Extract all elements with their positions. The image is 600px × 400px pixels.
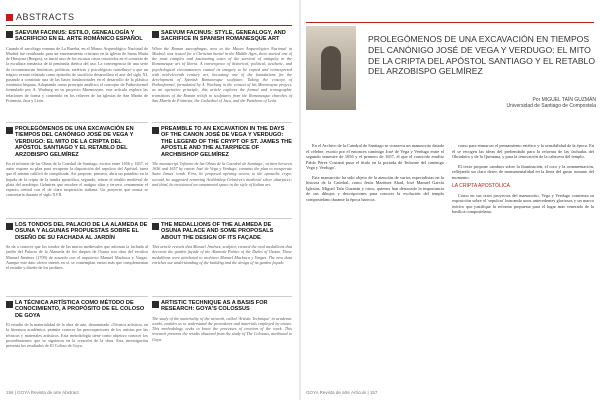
paragraph: En el Archivo de la Catedral de Santiago se conserva un manuscrito datado el célebre, escrito por el entonces canónigo José de Vega y Verdugo entre el segundo semestre de 1656 y el primero de 1657, el que el conocido erudito Pablo Pérez Costanti puso el título en la portada de 'Informe del canónigo Vega y Verdugo'. xyxy=(306,143,444,170)
abstract-title: LA TÉCNICA ARTÍSTICA COMO MÉTODO DE CONOCIMIENTO, A PROPÓSITO DE EL COLOSO DE GOYA xyxy=(15,300,145,319)
abstract-title: PREAMBLE TO AN EXCAVATION IN THE DAYS OF THE CANON JOSÉ DE VEGA Y VERDUGO: THE LEGEND OF THE CRYPT OF ST. JAMES THE APOSTLE AND THE ALTARPIECE OF ARCHBISHOP GELMÍREZ xyxy=(161,126,292,158)
abstract-entry xyxy=(152,30,292,103)
paragraph: El texto propone cambios sobre la iluminación, el coro y la ornamentación, reflejando un claro deseo de monumentalidad en la línea del gusto romano del momento. xyxy=(452,163,594,180)
header-label: ABSTRACTS xyxy=(16,12,75,22)
abstracts-header xyxy=(0,12,298,24)
author-affiliation: Universidad de Santiago de Compostela xyxy=(506,103,596,110)
abstract-entry xyxy=(152,300,292,342)
abstract-body: Cuando el sarcófago romano de La Bureba, en el Museo Arqueológico Nacional de Madrid fue reutilizado para un enterramiento cristiano en la iglesia de Santa María de Hinojosa (Burgos), se inició uno de los escasos casos conocidos en el contexto de la escultura románica de la península ibérica del uso. La convergencia de una serie de circunstancias históricas, políticas, estéticas y psicológicas contribuyó a que un trágico evento relatado como episodio de sacrificio desarrollara el arte del siglo XI, pasando a constituir una de las bases fundacionales en el desarrollo de la plástica románica hispana. Adoptando como principio analítico el concepto de Pathosformel formulado por A. Warburg en su proyecto Mnemosyne, este artículo explora las relaciones de forma y contenido en los relieves de las iglesias de San Martín de Frómista, Jaca y León. xyxy=(6,45,148,103)
abstract-body: The manuscript 'Informe de las Obras de la Catedral de Santiago', written between 1656 and 1657 by canon José de Vega y Verdugo, contains the plan to recuperate Saint James' tomb. First, he proposed opening access to the apostolic crypt; second, he suggested removing Archbishop Gelmírez's medieval silver altarpiece; and third, he envisioned an ornamental space in the style of Italian art. xyxy=(152,161,292,187)
abstract-entry xyxy=(6,300,148,348)
entry-marker-icon xyxy=(6,127,13,134)
entry-marker-icon xyxy=(6,301,13,308)
author-block xyxy=(368,97,596,110)
right-page-footer: GOYA Revista de arte Artículo | 157 xyxy=(306,390,378,395)
entry-marker-icon xyxy=(6,31,13,38)
entry-marker-icon xyxy=(152,127,159,134)
abstract-body: El estudio de la materialidad de la obra de arte, denominado «Técnica artística» en la literatura académica, permite conocer las preocupaciones de los artistas por las técnicas y materiales artísticos. Esta metodología tiene como objetivo conocer los procedimientos que se siguieron en la creación de la obra. Esta investigación presenta los resultados de El Coloso de Goya. xyxy=(6,322,148,349)
author-name: Por MIGUEL TAÍN GUZMÁN xyxy=(532,97,596,103)
left-page-footer: 156 | GOYA Revista de arte Abstract xyxy=(6,390,79,395)
header-rule xyxy=(6,25,292,26)
abstract-entry xyxy=(152,222,292,265)
abstract-body: When the Roman sarcophagus, now at the Museo Arqueológico Nacional in Madrid, was reused for a Christian burial in the Middle Ages, there started one of the most complex and fascinating cases of the survival of antiquity in the Romanesque art of Iberia. A convergence of historical, political, aesthetic, and psychological circumstances caused its imagery to be copied and reinterpreted with mid-eleventh century art, becoming one of the foundations for the development of Spanish Romanesque sculpture. Taking the concept of Pathosformel, formulated by A. Warburg in the context of his Mnemosyne project, as an operative principle, this article explores the formal and iconographic transitions of the Roman reliefs in sculptures from the Romanesque churches of San Martín de Frómista, the Cathedral of Jaca, and the Pantheon of León. xyxy=(152,45,292,103)
header-square-icon xyxy=(6,14,13,21)
entry-marker-icon xyxy=(152,223,159,230)
spread-gutter xyxy=(299,0,301,400)
paragraph: como para enmarcar el pensamiento estético y la sensibilidad de la época. En él se recogen las ideas del prebendado para la reforma de las fachadas del Obradoiro y de la Quintana, y para la renovación de la cabecera del templo. xyxy=(452,143,594,159)
abstract-body: This article reveals that Manuel Jiménez, sculptor, created the oval medallions that decorate the garden façade of the Alameda Palace of the Dukes of Osuna. These medallions were attributed to architect Manuel Machuca y Vargas. The new data enriches our understanding of the building and the design of its garden façade. xyxy=(152,244,292,265)
entry-marker-icon xyxy=(152,31,159,38)
paragraph: Este manuscrito ha sido objeto de la atención de varios especialistas en la historia de la Catedral, como Jesús Martínez Abad, José Manuel García Iglesias, Miguel Taín Guzmán y otros, quienes han destacado la importancia de sus dibujos y descripciones para conocer la evolución del templo compostelano durante la época barroca. xyxy=(306,174,444,202)
abstract-entry xyxy=(6,126,148,197)
article-title: PROLEGÓMENOS DE UNA EXCAVACIÓN EN TIEMPOS DEL CANÓNIGO JOSÉ DE VEGA Y VERDUGO: EL MITO DE LA CRIPTA DEL APÓSTOL SANTIAGO Y EL RETABLO DEL ARZOBISPO GELMÍREZ xyxy=(368,34,596,77)
article-thumbnail-image xyxy=(306,26,356,110)
abstract-title: ARTISTIC TECHNIQUE AS A BASIS FOR RESEARCH: GOYA'S COLOSSUS xyxy=(161,300,268,313)
abstract-title: THE MEDALLIONS OF THE ALAMEDA DE OSUNA PALACE AND SOME PROPOSALS ABOUT THE DESIGN OF ITS FAÇADE xyxy=(161,222,274,241)
entry-marker-icon xyxy=(6,223,13,230)
separator xyxy=(152,122,292,123)
sculpture-figure-icon xyxy=(321,46,341,90)
abstract-entry xyxy=(152,126,292,187)
abstract-body: Se da a conocer que los tondos de las muros medievales que adornan la fachada al jardín del Palacio de la Alameda de los duques de Osuna son obra del escultor Manuel Jiménez (1709) de acuerdo con el arquitecto Manuel Machuca y Vargas. Aunque este dato ofrece interés en sí, se contemplan varios más que complementan el estudio y diseño de los jardines. xyxy=(6,244,148,271)
separator xyxy=(152,296,292,297)
abstract-title: SAEVUM FACINUS: STYLE, GENEALOGY, AND SACRIFICE IN SPANISH ROMANESQUE ART xyxy=(161,30,286,43)
abstract-body: En el informe de las Obras de la Catedral de Santiago, escrito entre 1656 y 1657, el autor expone su plan para recuperar la disposición del sepulcro del Apóstol, tarea que él mismo calificó de complicada. Así propone, primero, abrir un pasadizo en la bajada de la cripta de la tumba apostólica, segundo, retirar el retablo medieval de plata del arzobispo Gelmírez que encubre el antiguo altar y tercero, ornamentar el espacio central con el de claro inspiración italiana. Un proyecto que nunca se concretaría durante el siglo XVII. xyxy=(6,161,148,198)
abstract-body: The study of the materiality of the artwork, called 'Artistic Technique' in academic works, enables us to understand the procedures and materials employed by artists. This methodology seeks to know the processes of creation of the work. This research presents the results obtained from the study of The Colossus, attributed to Goya. xyxy=(152,315,292,342)
separator xyxy=(152,218,292,219)
abstract-title: PROLEGÓMENOS DE UNA EXCAVACIÓN EN TIEMPOS DEL CANÓNIGO JOSÉ DE VEGA Y VERDUGO: EL MITO DE LA CRIPTA DEL APÓSTOL SANTIAGO Y EL RETABLO DEL ARZOBISPO GELMÍREZ xyxy=(15,126,134,158)
abstract-entry xyxy=(6,222,148,270)
entry-marker-icon xyxy=(152,301,159,308)
separator xyxy=(6,122,148,123)
article-column-2 xyxy=(452,143,594,219)
right-header-rule xyxy=(306,22,594,23)
abstract-title: SAEVUM FACINUS: ESTILO, GENEALOGÍA Y SACRIFICIO EN EL ARTE ROMÁNICO ESPAÑOL xyxy=(15,30,143,43)
article-column-1 xyxy=(306,143,444,206)
abstract-title: LOS TONDOS DEL PALACIO DE LA ALAMEDA DE OSUNA Y ALGUNAS PROPUESTAS SOBRE EL DISEÑO DE SU FACHADA AL JARDÍN xyxy=(15,222,148,241)
separator xyxy=(6,296,148,297)
abstract-entry xyxy=(6,30,148,103)
paragraph: Como en sus otros proyectos del manuscrito, Vega y Verdugo comienza su exposición sobre el 'sepulcro' buscando unos antecedentes gloriosos y un marco teórico que justifique la reforma propuesta para el lugar más venerado de la basílica compostelana. xyxy=(452,192,594,214)
section-heading: LA CRIPTA APOSTÓLICA xyxy=(452,183,510,189)
separator xyxy=(6,218,148,219)
